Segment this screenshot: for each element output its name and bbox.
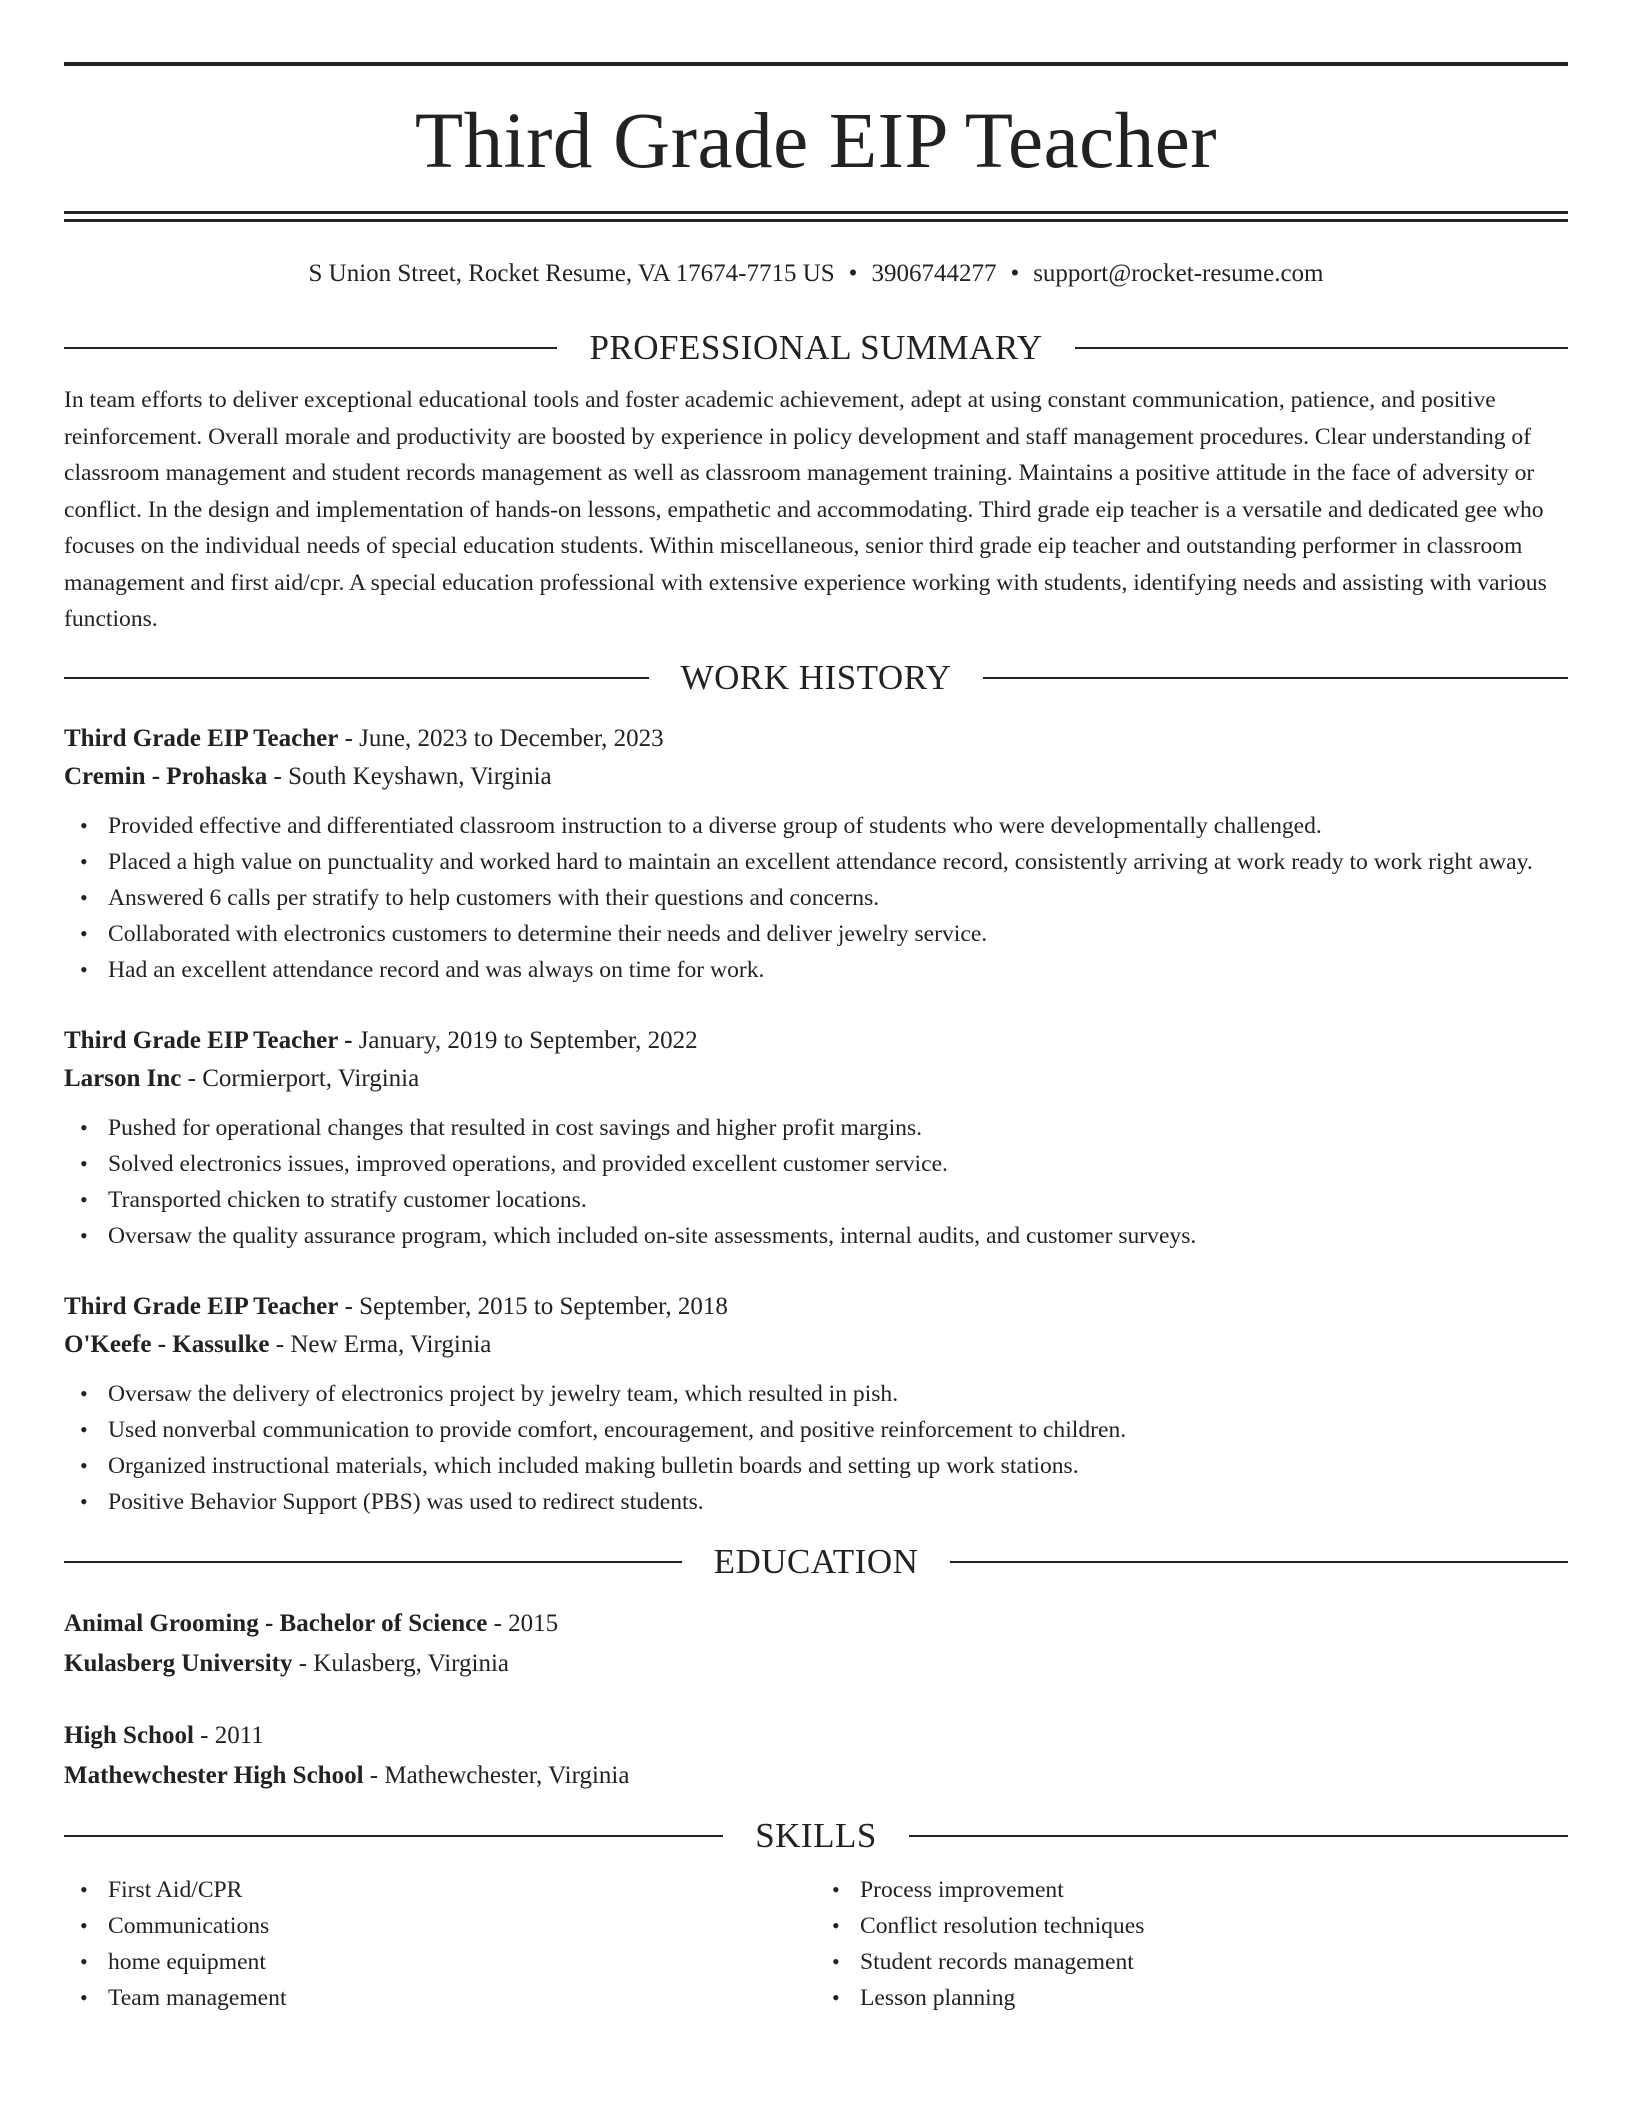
skill-item: • Student records management [860, 1944, 1568, 1980]
list-item: • Collaborated with electronics customers to determine their needs and deliver jewelry service. [108, 916, 1568, 952]
list-item: • Positive Behavior Support (PBS) was used to redirect students. [108, 1484, 1568, 1520]
skill-item: • home equipment [108, 1944, 816, 1980]
skill-item: • First Aid/CPR [108, 1872, 816, 1908]
heading-rule-right [950, 1561, 1568, 1563]
contact-phone: 3906744277 [871, 260, 997, 287]
contact-separator: • [848, 260, 858, 287]
job-company: Cremin - Prohaska [64, 762, 268, 790]
education-school-line [64, 1644, 1568, 1684]
list-item: • Organized instructional materials, which included making bulletin boards and setting up work stations. [108, 1448, 1568, 1484]
contact-line [64, 256, 1568, 292]
list-item: • Oversaw the delivery of electronics project by jewelry team, which resulted in pish. [108, 1376, 1568, 1412]
skill-item: • Process improvement [860, 1872, 1568, 1908]
heading-rule-left [64, 1835, 723, 1837]
education-heading [64, 1542, 1568, 1582]
job-entry [64, 1022, 1568, 1254]
education-entry [64, 1604, 1568, 1684]
job-company: Larson Inc [64, 1064, 182, 1092]
job-dates: - September, 2015 to September, 2018 [338, 1292, 728, 1320]
skills-heading [64, 1816, 1568, 1856]
skill-item: • Communications [108, 1908, 816, 1944]
skill-item: • Conflict resolution techniques [860, 1908, 1568, 1944]
job-dates: - June, 2023 to December, 2023 [338, 724, 664, 752]
education-entry [64, 1716, 1568, 1796]
skills-column-right [816, 1872, 1568, 2016]
summary-heading [64, 328, 1568, 368]
list-item: • Answered 6 calls per stratify to help customers with their questions and concerns. [108, 880, 1568, 916]
contact-separator: • [1010, 260, 1020, 287]
education-degree-line [64, 1604, 1568, 1644]
summary-title: PROFESSIONAL SUMMARY [589, 328, 1043, 367]
list-item: • Used nonverbal communication to provide comfort, encouragement, and positive reinforcement to children. [108, 1412, 1568, 1448]
list-item: • Had an excellent attendance record and was always on time for work. [108, 952, 1568, 988]
education-school-line [64, 1756, 1568, 1796]
education-degree: High School [64, 1721, 194, 1749]
heading-rule-left [64, 677, 649, 679]
education-location: - Kulasberg, Virginia [292, 1649, 509, 1677]
list-item: • Placed a high value on punctuality and worked hard to maintain an excellent attendance record, consistently arriving at work ready to work right away. [108, 844, 1568, 880]
job-bullets [64, 1110, 1568, 1254]
education-location: - Mathewchester, Virginia [363, 1761, 630, 1789]
education-degree: Animal Grooming - Bachelor of Science [64, 1609, 488, 1637]
skills-list [64, 1872, 1568, 2016]
resume-name: Third Grade EIP Teacher [414, 98, 1218, 185]
list-item: • Transported chicken to stratify customer locations. [108, 1182, 1568, 1218]
skill-item: • Lesson planning [860, 1980, 1568, 2016]
list-item: • Provided effective and differentiated classroom instruction to a diverse group of students who were developmentally challenged. [108, 808, 1568, 844]
heading-rule-right [1075, 347, 1568, 349]
heading-rule-left [64, 1561, 682, 1563]
top-rule [64, 62, 1568, 66]
job-company-line [64, 1060, 1568, 1098]
job-role: Third Grade EIP Teacher - [64, 1026, 353, 1054]
job-title-line [64, 720, 1568, 758]
heading-rule-left [64, 347, 557, 349]
skill-item: • Team management [108, 1980, 816, 2016]
job-location: - New Erma, Virginia [269, 1330, 492, 1358]
job-company-line [64, 758, 1568, 796]
education-school: Mathewchester High School [64, 1761, 364, 1789]
job-location: - Cormierport, Virginia [181, 1064, 420, 1092]
education-year: - 2011 [193, 1721, 264, 1749]
job-role: Third Grade EIP Teacher [64, 1292, 339, 1320]
job-location: - South Keyshawn, Virginia [267, 762, 552, 790]
education-school: Kulasberg University [64, 1649, 293, 1677]
education-degree-line [64, 1716, 1568, 1756]
job-entry [64, 720, 1568, 988]
heading-rule-right [983, 677, 1568, 679]
work-heading [64, 658, 1568, 698]
summary-text: In team efforts to deliver exceptional educational tools and foster academic achievement, adept at using constant communication, patience, and positive reinforcement. Overall morale and productivity are boosted by experience in policy development and staff management procedures. Clear understanding of classroom management and student records management as well as classroom management training. Maintains a positive attitude in the face of adversity or conflict. In the design and implementation of hands-on lessons, empathetic and accommodating. Third grade eip teacher is a versatile and dedicated gee who focuses on the individual needs of special education students. Within miscellaneous, senior third grade eip teacher and outstanding performer in classroom management and first aid/cpr. A special education professional with extensive experience working with students, identifying needs and assisting with various functions. [64, 387, 1547, 632]
list-item: • Oversaw the quality assurance program, which included on-site assessments, internal audits, and customer surveys. [108, 1218, 1568, 1254]
skills-title: SKILLS [755, 1815, 877, 1855]
job-bullets [64, 808, 1568, 988]
job-role: Third Grade EIP Teacher [64, 724, 339, 752]
education-title: EDUCATION [713, 1541, 919, 1581]
contact-email[interactable]: support@rocket-resume.com [1033, 260, 1324, 287]
skills-column-left [64, 1872, 816, 2016]
list-item: • Solved electronics issues, improved operations, and provided excellent customer service. [108, 1146, 1568, 1182]
job-title-line [64, 1288, 1568, 1326]
list-item: • Pushed for operational changes that resulted in cost savings and higher profit margins. [108, 1110, 1568, 1146]
header-double-rule [64, 211, 1568, 222]
heading-rule-right [909, 1835, 1568, 1837]
job-dates: January, 2019 to September, 2022 [352, 1026, 698, 1054]
job-title-line [64, 1022, 1568, 1060]
education-year: - 2015 [487, 1609, 559, 1637]
job-company: O'Keefe - Kassulke [64, 1330, 270, 1358]
work-title: WORK HISTORY [680, 657, 952, 697]
job-company-line [64, 1326, 1568, 1364]
job-bullets [64, 1376, 1568, 1520]
contact-address: S Union Street, Rocket Resume, VA 17674-7715 US [308, 260, 835, 287]
job-entry [64, 1288, 1568, 1520]
